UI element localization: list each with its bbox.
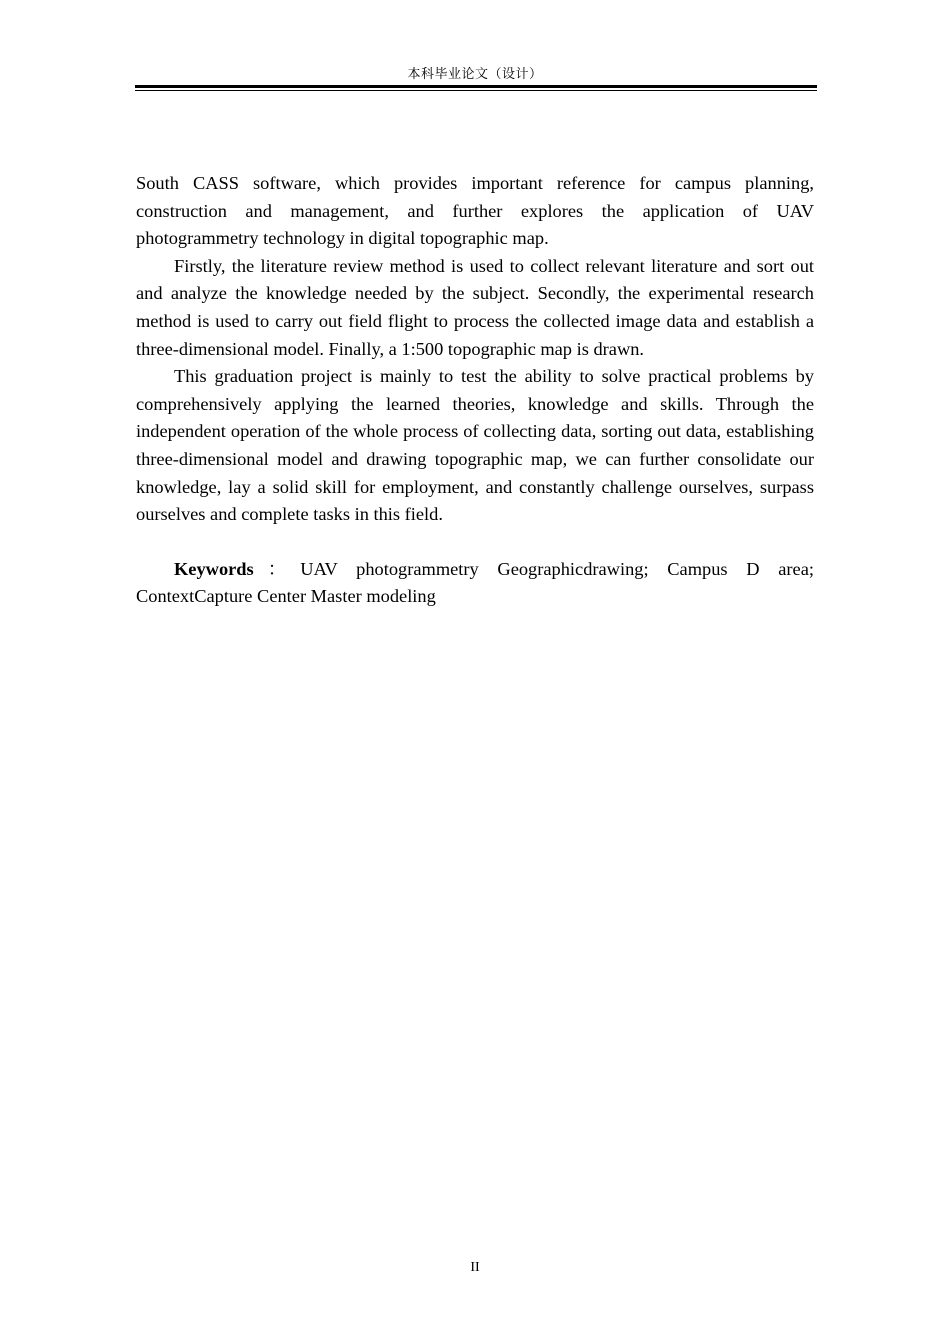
keywords-separator: ： — [253, 558, 301, 579]
keywords-label: Keywords — [174, 558, 254, 579]
page-number: II — [470, 1260, 480, 1275]
keywords-line — [136, 556, 814, 611]
header-rule-thin — [135, 90, 817, 91]
paragraph-purpose: This graduation project is mainly to test the ability to solve practical problems by comprehensively applying the learned theories, knowledge and skills. Through the independent operation of the whole process of collecting data, sorting out data, establishing three-dimensional model and drawing topographic map, we can further consolidate our knowledge, lay a solid skill for employment, and constantly challenge ourselves, surpass ourselves and complete tasks in this field. — [136, 366, 814, 525]
page-header-title: 本科毕业论文（设计） — [407, 66, 543, 81]
abstract-body — [136, 170, 814, 611]
paragraph-continuation: South CASS software, which provides important reference for campus planning, construction and management, and further explores the application of UAV photogrammetry technology in digital topographic map. — [136, 173, 814, 249]
header-rule-thick — [135, 85, 817, 88]
keywords-text: UAV photogrammetry Geographicdrawing; Campus D area; ContextCapture Center Master modeling — [136, 558, 814, 607]
paragraph-methods: Firstly, the literature review method is used to collect relevant literature and sort out and analyze the knowledge needed by the subject. Secondly, the experimental research method is used to carry out field flight to process the collected image data and establish a three-dimensional model. Finally, a 1:500 topographic map is drawn. — [136, 255, 814, 359]
